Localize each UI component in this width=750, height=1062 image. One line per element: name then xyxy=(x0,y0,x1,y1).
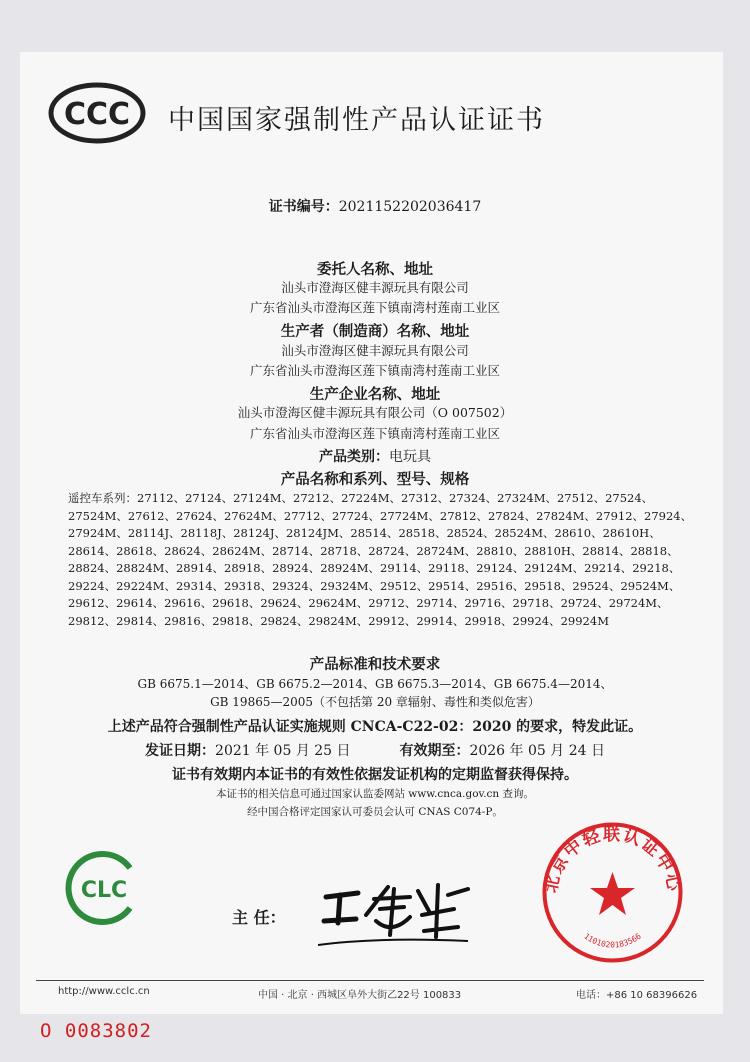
clc-logo xyxy=(64,848,144,928)
standards-line-1: GB 6675.1—2014、GB 6675.2—2014、GB 6675.3—2014、GB 6675.4—2014、 xyxy=(137,677,613,691)
manufacturer-heading: 生产者（制造商）名称、地址 xyxy=(280,323,470,340)
issue-date-value: 2021 年 05 月 25 日 xyxy=(215,743,351,759)
factory-name: 汕头市澄海区健丰源玩具有限公司（O 007502） xyxy=(237,405,513,420)
footer-website: http://www.cclc.cn xyxy=(58,986,150,997)
footer-address: 中国 · 北京 · 西城区阜外大街乙22号 100833 xyxy=(258,990,462,1001)
cert-number-label: 证书编号： xyxy=(268,199,339,215)
client-name: 汕头市澄海区健丰源玩具有限公司 xyxy=(281,280,469,295)
standards-line-2: GB 19865—2005（不包括第 20 章辐射、毒性和类似危害） xyxy=(210,695,540,709)
clc-logo-text: CLC xyxy=(80,878,128,903)
footer-divider xyxy=(36,980,704,981)
category-label: 产品类别： xyxy=(319,449,389,465)
footer-phone: 电话：+86 10 68396626 xyxy=(576,990,698,1001)
query-note: 本证书的相关信息可通过国家认监委网站 www.cnca.gov.cn 查询。 xyxy=(215,788,535,800)
manufacturer-address: 广东省汕头市澄海区莲下镇南湾村莲南工业区 xyxy=(249,363,500,378)
models-line: 28614、28618、28624、28624M、28714、28718、28724、28724M、28810、28810H、28814、28818、 xyxy=(68,543,679,558)
models-line: 遥控车系列：27112、27124、27124M、27212、27224M、27312、27324、27324M、27512、27524、 xyxy=(68,491,654,505)
client-heading: 委托人名称、地址 xyxy=(317,261,433,278)
models-list xyxy=(68,490,698,630)
models-heading: 产品名称和系列、型号、规格 xyxy=(280,471,470,488)
manufacturer-name: 汕头市澄海区健丰源玩具有限公司 xyxy=(281,343,469,358)
dates-row xyxy=(0,740,750,760)
expiry-date-label: 有效期至： xyxy=(399,743,470,759)
client-address: 广东省汕头市澄海区莲下镇南湾村莲南工业区 xyxy=(249,300,500,315)
cert-number-value: 2021152202036417 xyxy=(338,199,482,215)
seal-number: 1101020183566 xyxy=(582,931,643,950)
standards-heading: 产品标准和技术要求 xyxy=(309,656,441,673)
models-line: 29612、29614、29616、29618、29624、29624M、29712、29714、29716、29718、29724、29724M、 xyxy=(68,596,669,610)
models-line: 29224、29224M、29314、29318、29324、29324M、29512、29514、29516、29518、29524、29524M、 xyxy=(68,578,681,593)
factory-address: 广东省汕头市澄海区莲下镇南湾村莲南工业区 xyxy=(249,426,500,441)
accreditation-note: 经中国合格评定国家认可委员会认可 CNAS C074-P。 xyxy=(247,806,503,818)
director-signature xyxy=(318,875,478,955)
conformity-statement: 上述产品符合强制性产品认证实施规则 CNCA-C22-02：2020 的要求，特发此证。 xyxy=(107,719,643,735)
factory-heading: 生产企业名称、地址 xyxy=(309,386,441,403)
models-line: 28824、28824M、28914、28918、28924、28924M、29114、29118、29124、29124M、29214、29218、 xyxy=(68,561,681,575)
models-line: 27924M、28114J、28118J、28124J、28124JM、28514、28518、28524、28524M、28610、28610H、 xyxy=(68,526,661,540)
seal-star-icon xyxy=(590,872,635,915)
certificate-number xyxy=(0,196,750,216)
certificate-title: 中国国家强制性产品认证证书 xyxy=(168,105,545,136)
expiry-date-value: 2026 年 05 月 24 日 xyxy=(469,743,605,759)
ccc-logo-text: CCC xyxy=(63,97,131,132)
ccc-logo xyxy=(48,82,146,144)
serial-number: O 0083802 xyxy=(40,1020,152,1042)
seal-text: 北京中轻联认证中心 xyxy=(541,824,684,895)
svg-text:1101020183566 xyxy=(582,932,643,950)
issue-date-label: 发证日期： xyxy=(145,743,216,759)
product-category xyxy=(0,446,750,466)
validity-note: 证书有效期内本证书的有效性依据发证机构的定期监督获得保持。 xyxy=(172,767,578,783)
director-label: 主 任： xyxy=(232,908,286,927)
category-value: 电玩具 xyxy=(389,449,431,465)
official-seal xyxy=(540,820,685,965)
models-line: 27524M、27612、27624、27624M、27712、27724、27724M、27812、27824、27824M、27912、27924、 xyxy=(68,508,693,523)
models-line: 29812、29814、29816、29818、29824、29824M、29912、29914、29918、29924、29924M xyxy=(68,613,609,628)
